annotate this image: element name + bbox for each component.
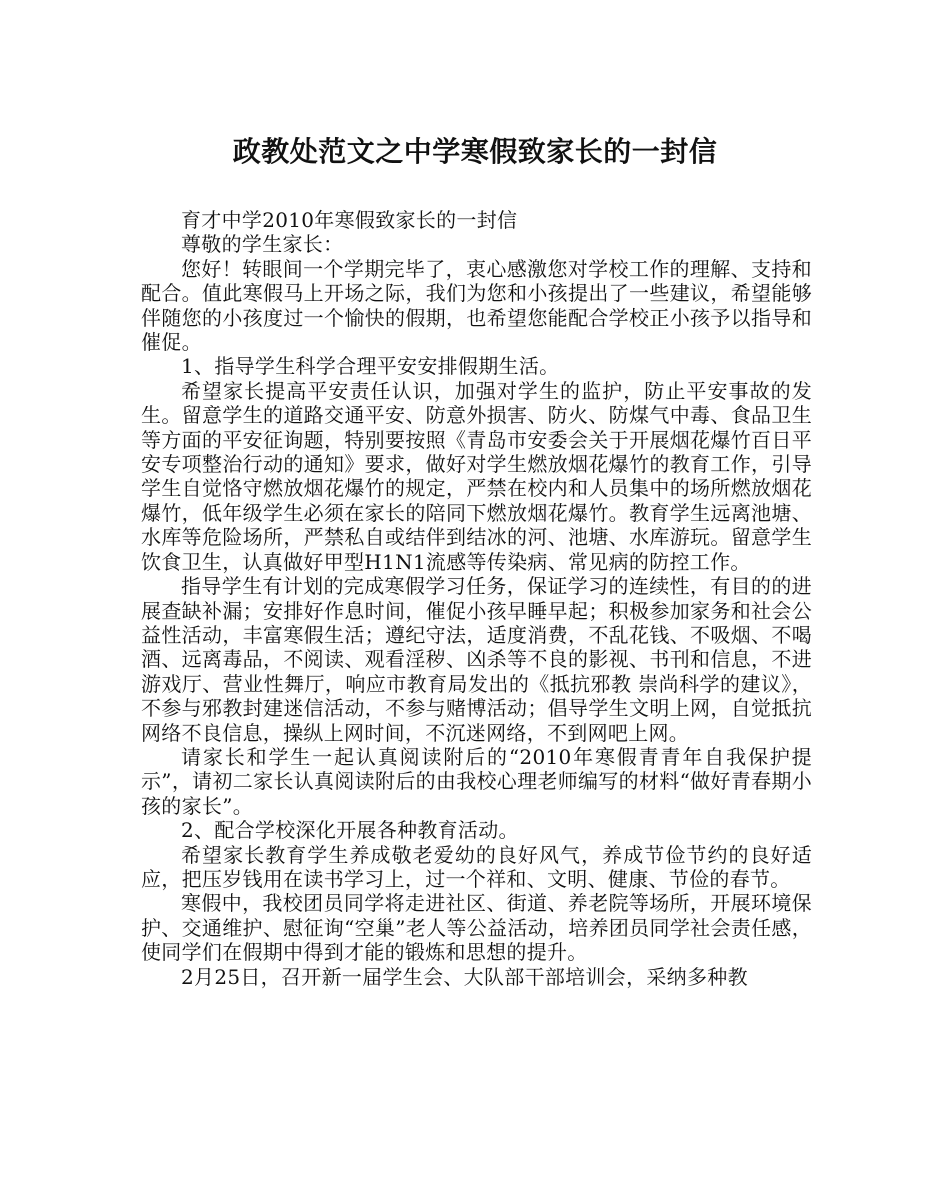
paragraph-virtue: 希望家长教育学生养成敬老爱幼的良好风气，养成节俭节约的良好适应，把压岁钱用在读书学习上，过一个祥和、文明、健康、节俭的春节。 [141, 842, 812, 891]
paragraph-safety: 希望家长提高平安责任认识，加强对学生的监护，防止平安事故的发生。留意学生的道路交通平安、防意外损害、防火、防煤气中毒、食品卫生等方面的平安征询题，特别要按照《青岛市安委会关于开展烟花爆竹百日平安专项整治行动的通知》要求，做好对学生燃放烟花爆竹的教育工作，引导学生自觉恪守燃放烟花爆竹的规定，严禁在校内和人员集中的场所燃放烟花爆竹，低年级学生必须在家长的陪同下燃放烟花爆竹。教育学生远离池塘、水库等危险场所，严禁私自或结伴到结冰的河、池塘、水库游玩。留意学生饮食卫生，认真做好甲型H1N1流感等传染病、常见病的防控工作。 [141, 378, 812, 574]
paragraph-greeting: 您好！转眼间一个学期完毕了，衷心感激您对学校工作的理解、支持和配合。值此寒假马上开场之际，我们为您和小孩提出了一些建议，希望能够伴随您的小孩度过一个愉快的假期，也希望您能配合学校正小孩予以指导和催促。 [141, 256, 812, 355]
document-body [141, 208, 812, 989]
letter-heading: 育才中学2010年寒假致家长的一封信 [181, 208, 518, 232]
paragraph-reading: 请家长和学生一起认真阅读附后的“2010年寒假青青年自我保护提示”，请初二家长认真阅读附后的由我校心理老师编写的材料“做好青春期小孩的家长”。 [141, 744, 812, 818]
paragraph-volunteer: 寒假中，我校团员同学将走进社区、街道、养老院等场所，开展环境保护、交通维护、慰征询“空巢”老人等公益活动，培养团员同学社会责任感，使同学们在假期中得到才能的锻炼和思想的提升。 [141, 891, 812, 965]
paragraph-training: 2月25日，召开新一届学生会、大队部干部培训会，采纳多种教 [181, 964, 748, 989]
document-title: 政教处范文之中学寒假致家长的一封信 [232, 135, 718, 168]
paragraph-study: 指导学生有计划的完成寒假学习任务，保证学习的连续性，有目的的进展查缺补漏；安排好作息时间，催促小孩早睡早起；积极参加家务和社会公益性活动，丰富寒假生活；遵纪守法，适度消费，不乱花钱、不吸烟、不喝酒、远离毒品，不阅读、观看淫秽、凶杀等不良的影视、书刊和信息，不进游戏厅、营业性舞厅，响应市教育局发出的《抵抗邪教 崇尚科学的建议》，不参与邪教封建迷信活动，不参与赌博活动；倡导学生文明上网，自觉抵抗网络不良信息，操纵上网时间，不沉迷网络，不到网吧上网。 [141, 574, 812, 745]
section-heading-1: 1、指导学生科学合理平安安排假期生活。 [181, 354, 560, 379]
salutation: 尊敬的学生家长： [181, 232, 344, 257]
section-heading-2: 2、配合学校深化开展各种教育活动。 [181, 818, 519, 843]
